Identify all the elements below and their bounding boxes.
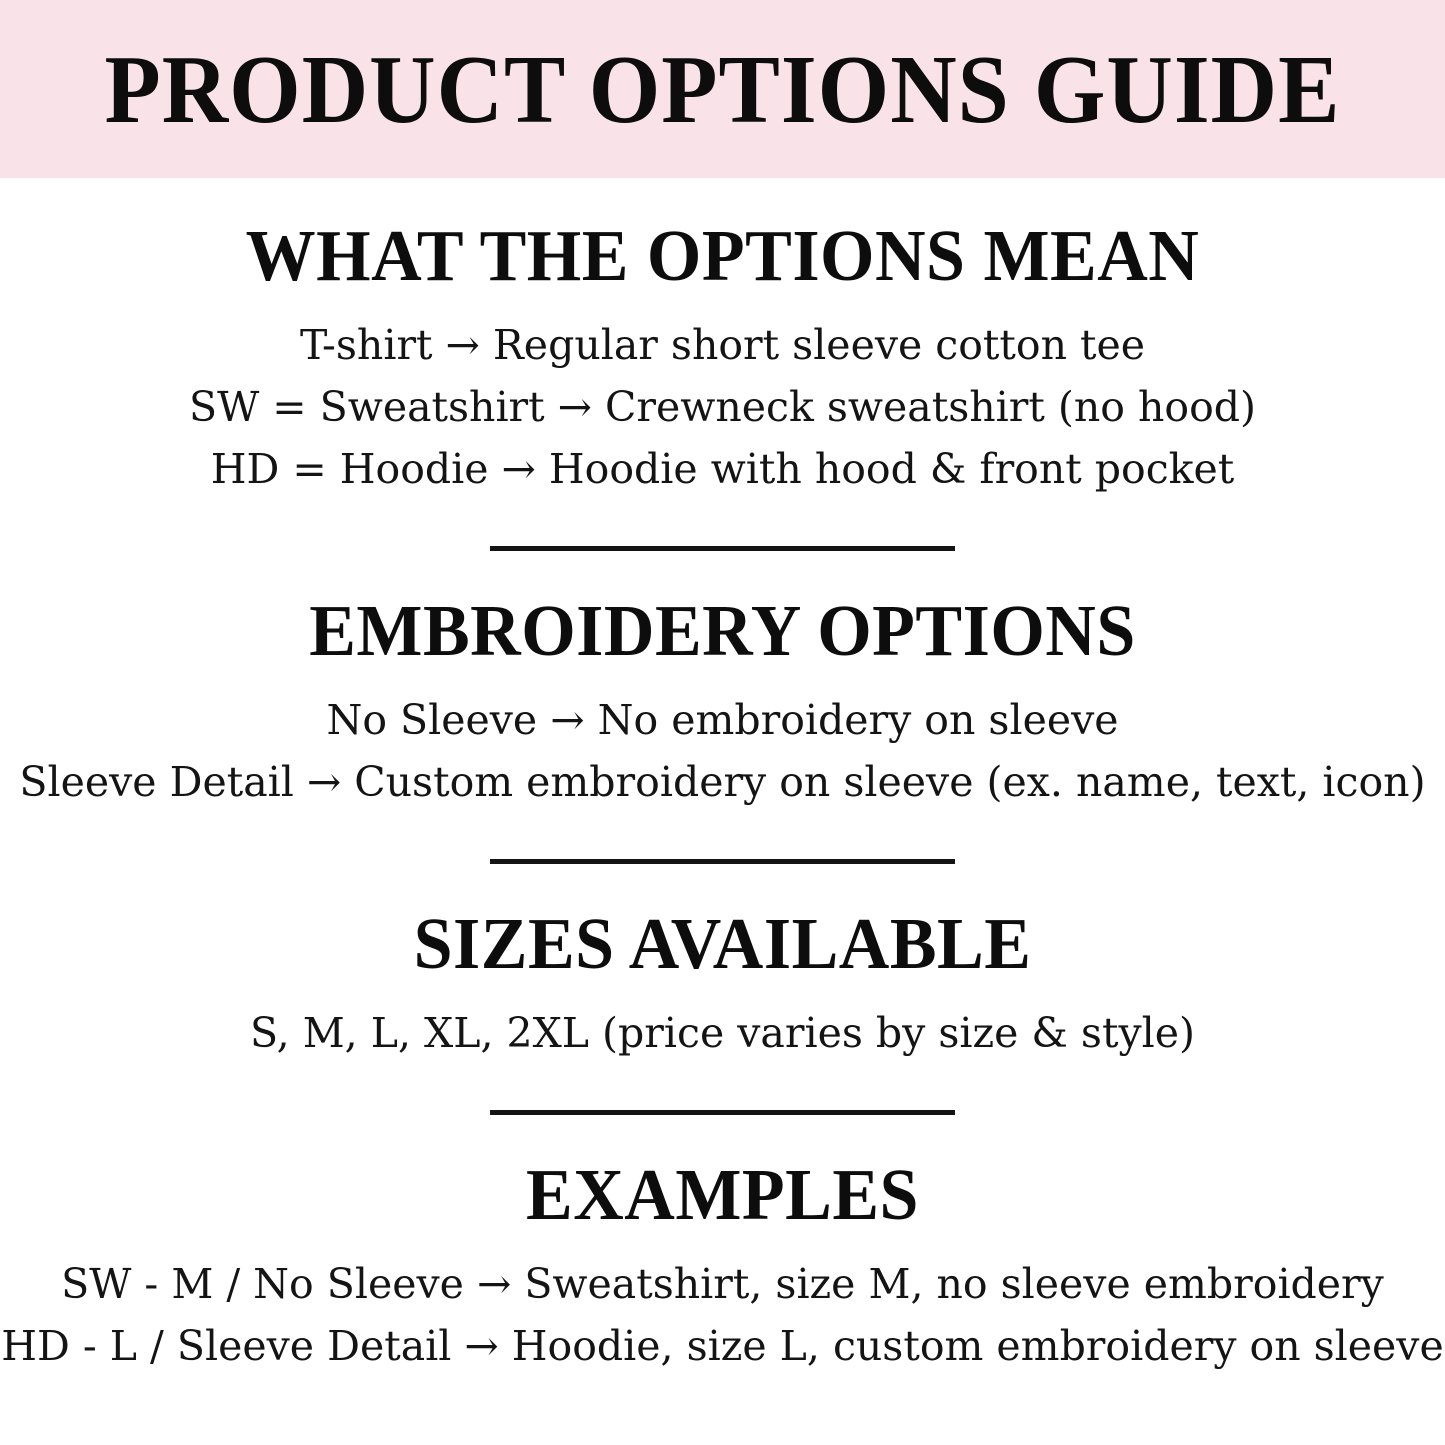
definition-line: S, M, L, XL, 2XL (price varies by size & style) [250, 1009, 1195, 1057]
section-divider [490, 859, 955, 864]
example-line: HD - L / Sleeve Detail → Hoodie, size L, custom embroidery on sleeve [1, 1322, 1444, 1370]
definition-line: HD = Hoodie → Hoodie with hood & front pocket [210, 445, 1235, 493]
definition-line: T-shirt → Regular short sleeve cotton tee [299, 321, 1146, 369]
definition-line: Sleeve Detail → Custom embroidery on sleeve (ex. name, text, icon) [19, 758, 1426, 806]
section-what-the-options-mean [0, 216, 1445, 500]
section-examples [0, 1155, 1445, 1377]
section-sizes-available [0, 904, 1445, 1064]
definition-line: SW = Sweatshirt → Crewneck sweatshirt (no hood) [188, 383, 1257, 431]
example-line: SW - M / No Sleeve → Sweatshirt, size M, no sleeve embroidery [61, 1260, 1384, 1308]
header-band [0, 0, 1445, 178]
section-heading: EMBROIDERY OPTIONS [309, 591, 1136, 672]
definition-line: No Sleeve → No embroidery on sleeve [326, 696, 1119, 744]
guide-content [0, 216, 1445, 1377]
section-heading: SIZES AVAILABLE [413, 904, 1032, 985]
page-title: PRODUCT OPTIONS GUIDE [104, 34, 1341, 144]
section-embroidery-options [0, 591, 1445, 813]
section-heading: EXAMPLES [526, 1155, 919, 1236]
section-heading: WHAT THE OPTIONS MEAN [245, 216, 1200, 297]
section-divider [490, 1110, 955, 1115]
section-divider [490, 546, 955, 551]
